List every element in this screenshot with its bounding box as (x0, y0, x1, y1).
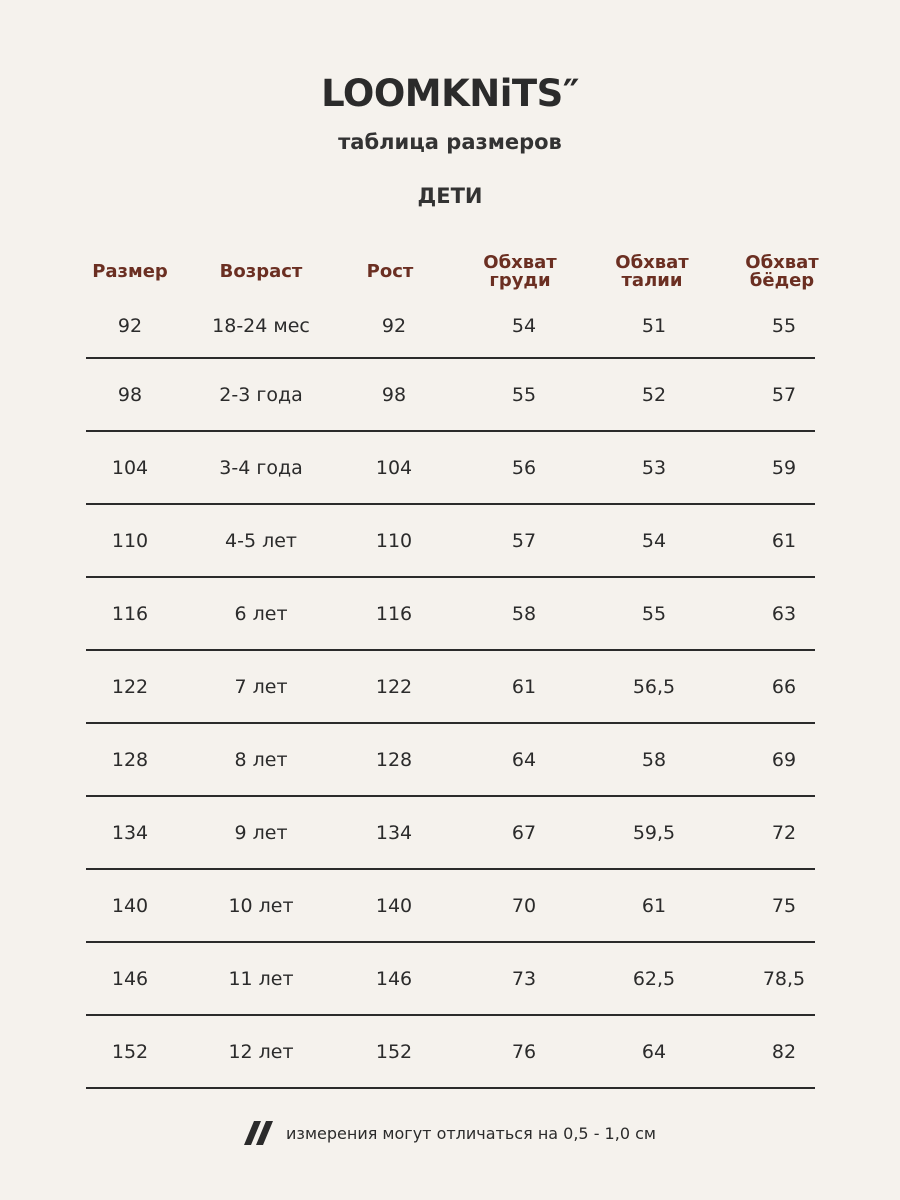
cell-hips: 66 (771, 675, 797, 698)
cell-height: 110 (375, 529, 413, 552)
cell-chest: 55 (511, 383, 537, 406)
cell-age: 3-4 года (219, 456, 303, 479)
cell-size: 116 (111, 602, 149, 625)
cell-size: 134 (111, 821, 149, 844)
cell-chest: 58 (511, 602, 537, 625)
header-chest: Обхват груди (483, 252, 557, 291)
category-title: ДЕТИ (417, 184, 483, 208)
page-subtitle: таблица размеров (338, 130, 562, 154)
cell-size: 140 (111, 894, 149, 917)
cell-chest: 56 (511, 456, 537, 479)
cell-hips: 61 (771, 529, 797, 552)
table-row (86, 1016, 815, 1089)
brand-logo: LOOMKNiTS″ (321, 72, 579, 115)
cell-size: 98 (117, 383, 143, 406)
cell-waist: 53 (641, 456, 667, 479)
size-table (86, 250, 819, 1089)
cell-height: 134 (375, 821, 413, 844)
cell-height: 116 (375, 602, 413, 625)
cell-hips: 78,5 (762, 967, 806, 990)
cell-waist: 54 (641, 529, 667, 552)
cell-hips: 69 (771, 748, 797, 771)
cell-waist: 59,5 (632, 821, 676, 844)
cell-hips: 57 (771, 383, 797, 406)
footer-note-text: измерения могут отличаться на 0,5 - 1,0 см (286, 1123, 656, 1143)
cell-size: 122 (111, 675, 149, 698)
cell-waist: 52 (641, 383, 667, 406)
cell-size: 152 (111, 1040, 149, 1063)
header-hips: Обхват бёдер (745, 252, 819, 291)
cell-chest: 76 (511, 1040, 537, 1063)
table-row (86, 797, 815, 870)
cell-height: 98 (381, 383, 407, 406)
cell-hips: 72 (771, 821, 797, 844)
table-row (86, 578, 815, 651)
cell-age: 6 лет (234, 602, 288, 625)
footer-note (0, 1118, 900, 1148)
cell-age: 4-5 лет (225, 529, 297, 552)
cell-size: 104 (111, 456, 149, 479)
cell-chest: 61 (511, 675, 537, 698)
table-header-row (86, 250, 819, 294)
cell-age: 8 лет (234, 748, 288, 771)
cell-waist: 62,5 (632, 967, 676, 990)
table-row (86, 505, 815, 578)
cell-age: 7 лет (234, 675, 288, 698)
cell-height: 140 (375, 894, 413, 917)
cell-size: 110 (111, 529, 149, 552)
cell-waist: 64 (641, 1040, 667, 1063)
cell-size: 128 (111, 748, 149, 771)
cell-hips: 82 (771, 1040, 797, 1063)
table-row (86, 359, 815, 432)
header-waist: Обхват талии (615, 252, 689, 291)
cell-waist: 56,5 (632, 675, 676, 698)
cell-waist: 55 (641, 602, 667, 625)
cell-chest: 70 (511, 894, 537, 917)
cell-hips: 63 (771, 602, 797, 625)
cell-chest: 67 (511, 821, 537, 844)
cell-height: 152 (375, 1040, 413, 1063)
cell-age: 2-3 года (219, 383, 303, 406)
cell-waist: 58 (641, 748, 667, 771)
table-row (86, 651, 815, 724)
cell-height: 92 (381, 314, 407, 337)
cell-chest: 57 (511, 529, 537, 552)
cell-waist: 51 (641, 314, 667, 337)
cell-size: 92 (117, 314, 143, 337)
header-height: Рост (366, 261, 414, 282)
cell-height: 122 (375, 675, 413, 698)
cell-age: 11 лет (228, 967, 294, 990)
double-slash-icon (244, 1118, 274, 1148)
cell-age: 9 лет (234, 821, 288, 844)
cell-height: 128 (375, 748, 413, 771)
cell-hips: 55 (771, 314, 797, 337)
cell-height: 146 (375, 967, 413, 990)
cell-chest: 64 (511, 748, 537, 771)
cell-chest: 73 (511, 967, 537, 990)
header-size: Размер (92, 261, 168, 282)
cell-height: 104 (375, 456, 413, 479)
cell-chest: 54 (511, 314, 537, 337)
table-body (86, 294, 815, 1089)
header-age: Возраст (219, 261, 303, 282)
table-row (86, 432, 815, 505)
table-row (86, 294, 815, 359)
cell-waist: 61 (641, 894, 667, 917)
table-row (86, 724, 815, 797)
cell-size: 146 (111, 967, 149, 990)
cell-age: 10 лет (228, 894, 294, 917)
table-row (86, 943, 815, 1016)
cell-hips: 75 (771, 894, 797, 917)
cell-age: 12 лет (228, 1040, 294, 1063)
cell-age: 18-24 мес (212, 314, 310, 337)
cell-hips: 59 (771, 456, 797, 479)
table-row (86, 870, 815, 943)
